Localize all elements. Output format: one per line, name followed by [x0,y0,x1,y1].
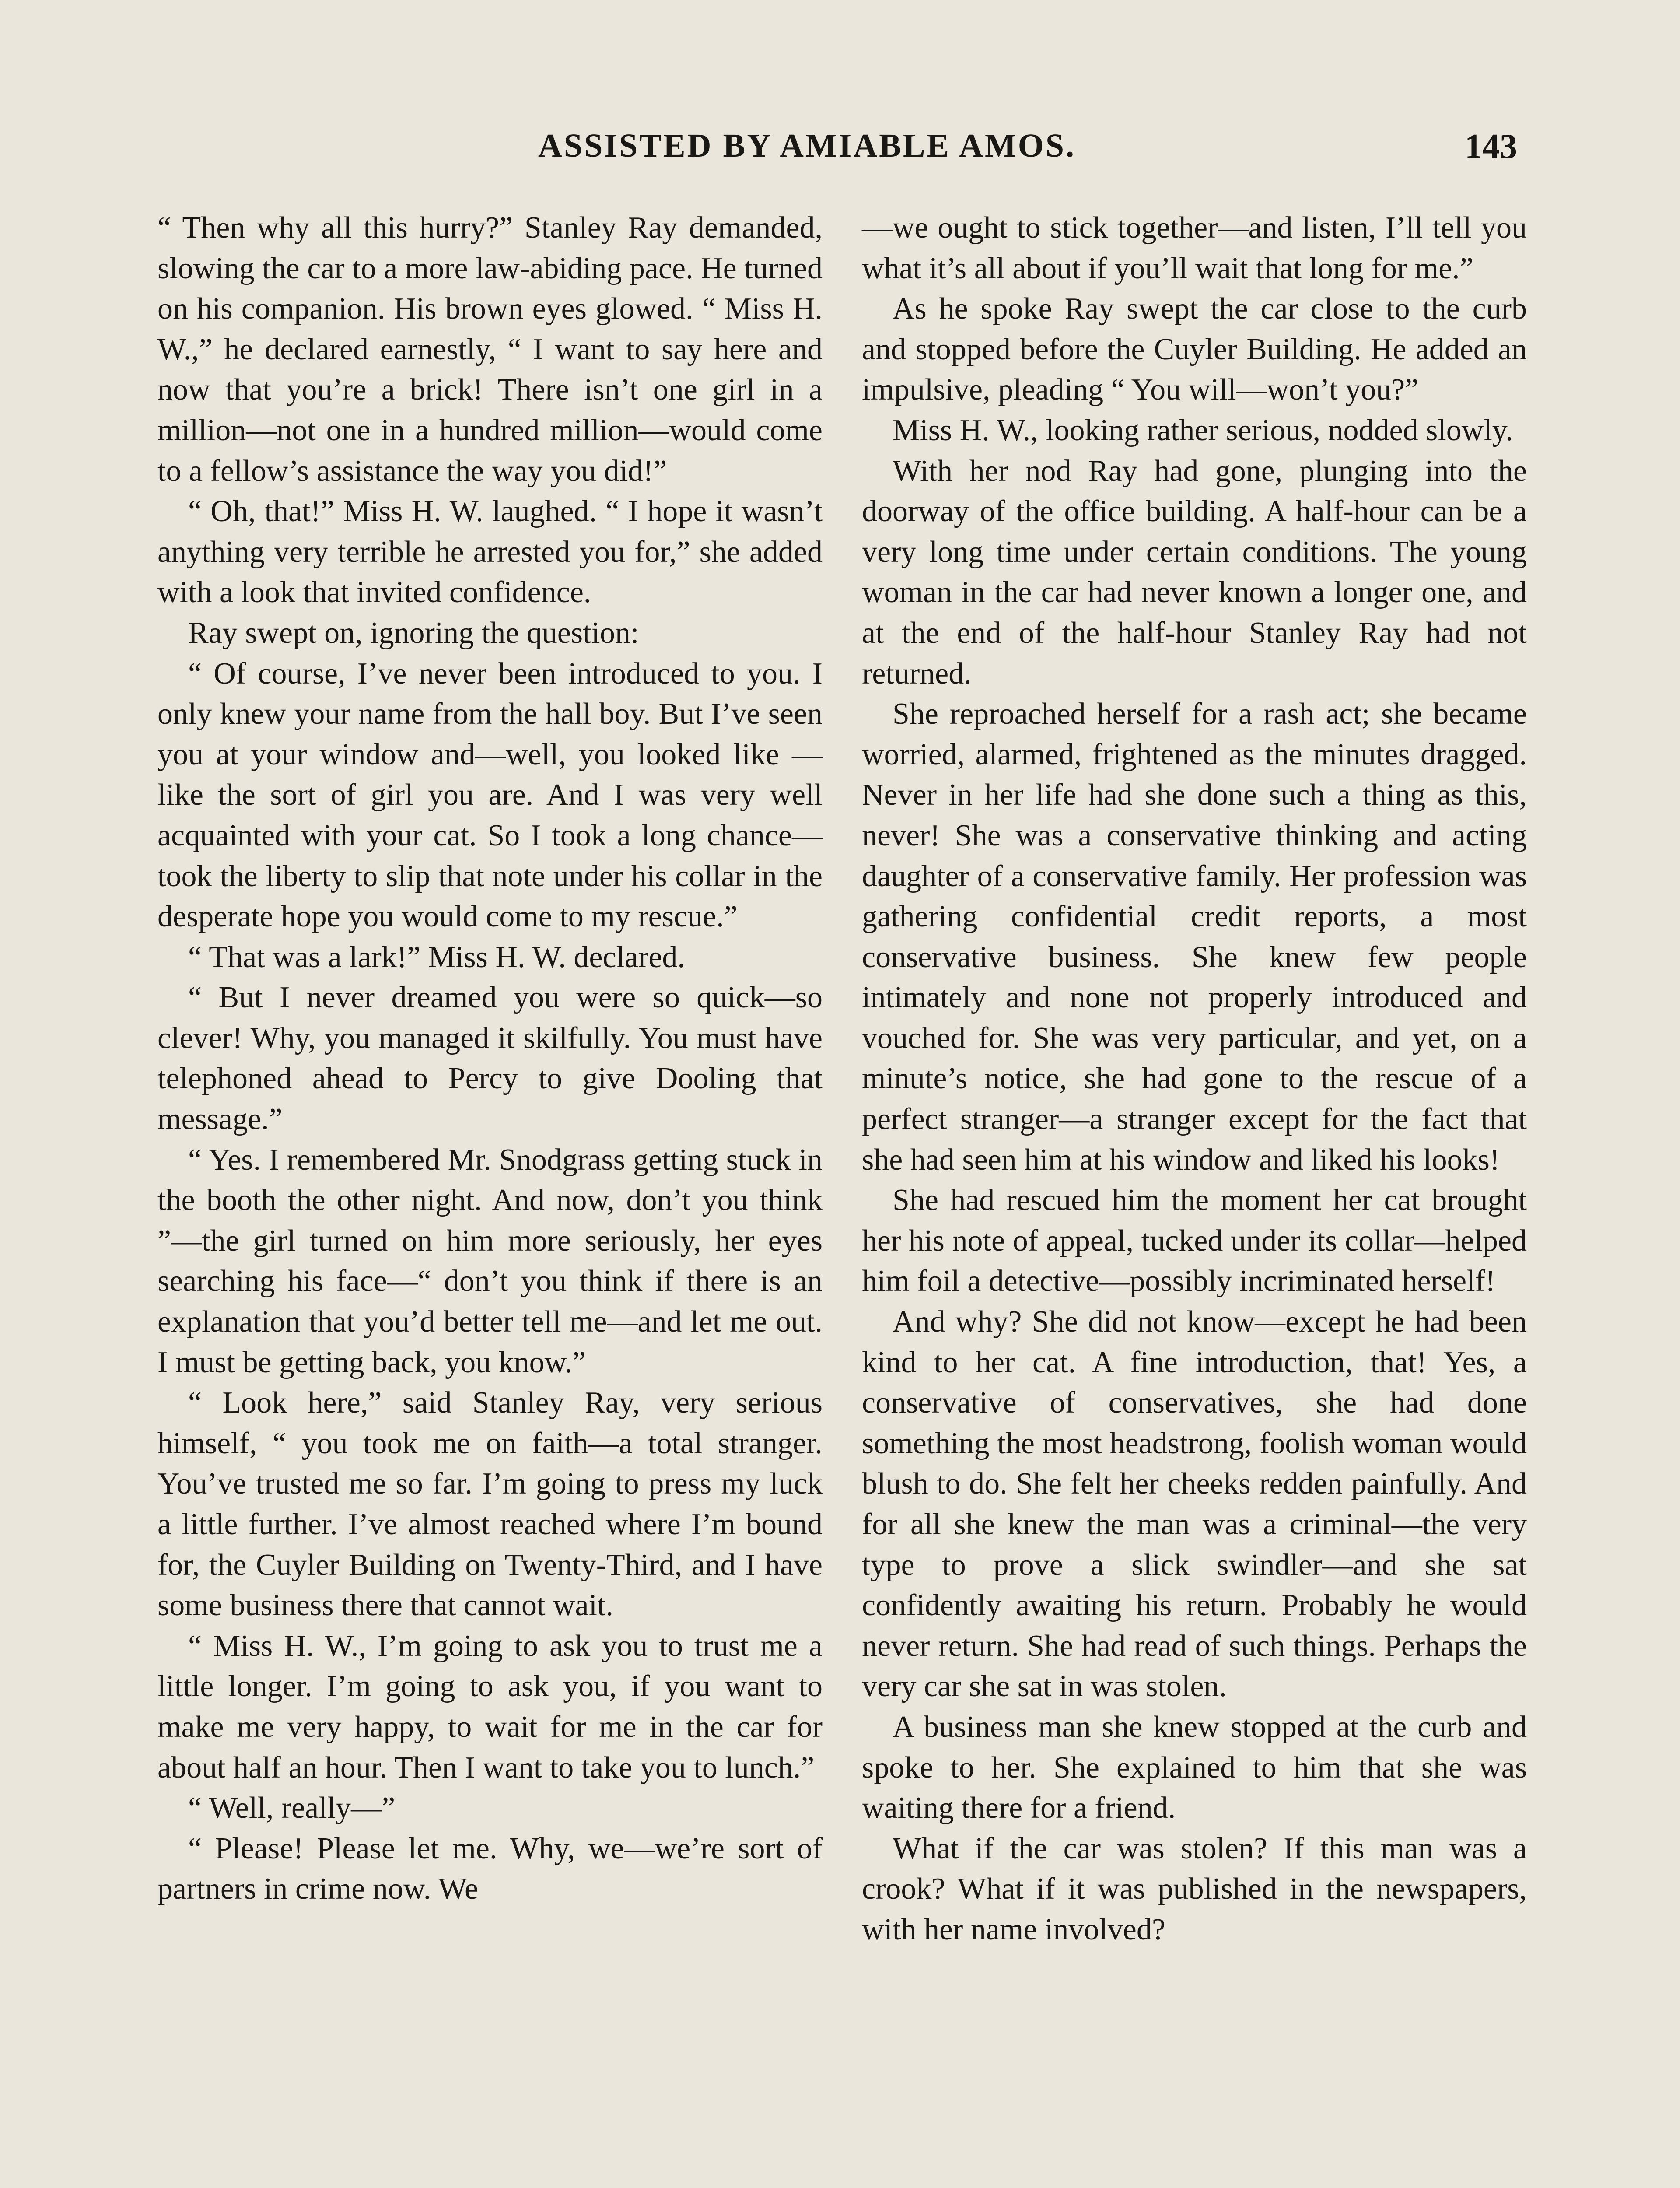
running-title: ASSISTED BY AMIABLE AMOS. [538,127,1076,164]
paragraph: As he spoke Ray swept the car close to the curb and stopped before the Cuyler Building. He added an impulsive, pleading “ You will—won’t you?” [862,292,1527,407]
paragraph: “ But I never dreamed you were so quick—so clever! Why, you managed it skilfully. You must have telephoned ahead to Percy to give Dooling that message.” [158,981,822,1136]
paragraph: “ Well, really—” [188,1791,396,1825]
paragraph: With her nod Ray had gone, plunging into the doorway of the office building. A half-hour can be a very long time under certain conditions. The young woman in the car had never known a longer one, and at the end of the half-hour Stanley Ray had not returned. [862,454,1527,691]
paragraph: “ Then why all this hurry?” Stanley Ray demanded, slowing the car to a more law-abiding pace. He turned on his companion. His brown eyes glowed. “ Miss H. W.,” he declared earnestly, “ I want to say here and now that you’re a brick! There isn’t one girl in a million—not one in a hundred million—would come to a fellow’s assistance the way you did!” [158,211,823,488]
page-header [0,127,1680,179]
paragraph: What if the car was stolen? If this man was a crook? What if it was published in the newspapers, with her name involved? [862,1831,1527,1946]
paragraph: —we ought to stick together—and listen, I’ll tell you what it’s all about if you’ll wait that long for me.” [862,211,1527,285]
paragraph: “ That was a lark!” Miss H. W. declared. [188,940,685,974]
paragraph: “ Of course, I’ve never been introduced to you. I only knew your name from the hall boy. But I’ve seen you at your window and—well, you looked like —like the sort of girl you are. And I was very well acquainted with your cat. So I took a long chance—took the liberty to slip that note under his collar in the desperate hope you would come to my rescue.” [158,656,822,934]
paragraph: “ Oh, that!” Miss H. W. laughed. “ I hope it wasn’t anything very terrible he arrested you for,” she added with a look that invited confidence. [158,494,822,610]
paragraph: She had rescued him the moment her cat brought her his note of appeal, tucked under its collar—helped him foil a detective—possibly incriminated herself! [862,1183,1527,1298]
page-number: 143 [1465,127,1517,166]
paragraph: Ray swept on, ignoring the question: [188,616,639,650]
right-column [862,208,1527,1950]
paragraph: A business man she knew stopped at the curb and spoke to her. She explained to him that she was waiting there for a friend. [862,1710,1527,1825]
paragraph: And why? She did not know—except he had been kind to her cat. A fine introduction, that! Yes, a conservative of conservatives, she had done something the most headstrong, foolish woman would blush to do. She felt her cheeks redden painfully. And for all she knew the man was a criminal—the very type to prove a slick swindler—and she sat confidently awaiting his return. Probably he would never return. She had read of such things. Perhaps the very car she sat in was stolen. [862,1305,1527,1704]
paragraph: “ Miss H. W., I’m going to ask you to trust me a little longer. I’m going to ask you, if you want to make me very happy, to wait for me in the car for about half an hour. Then I want to take you to lunch.” [158,1629,822,1785]
paragraph: Miss H. W., looking rather serious, nodded slowly. [892,413,1513,447]
paragraph: “ Look here,” said Stanley Ray, very serious himself, “ you took me on faith—a total stranger. You’ve trusted me so far. I’m going to press my luck a little further. I’ve almost reached where I’m bound for, the Cuyler Building on Twenty-Third, and I have some business there that cannot wait. [158,1386,822,1623]
paragraph: “ Yes. I remembered Mr. Snodgrass getting stuck in the booth the other night. And now, don’t you think ”—the girl turned on him more seriously, her eyes searching his face—“ don’t you think if there is an explanation that you’d better tell me—and let me out. I must be getting back, you know.” [158,1143,822,1379]
left-column [158,208,822,1910]
paragraph: She reproached herself for a rash act; she became worried, alarmed, frightened as the minutes dragged. Never in her life had she done such a thing as this, never! She was a conservative thinking and acting daughter of a conservative family. Her profession was gathering confidential credit reports, a most conservative business. She knew few people intimately and none not properly introduced and vouched for. She was very particular, and yet, on a minute’s notice, she had gone to the rescue of a perfect stranger—a stranger except for the fact that she had seen him at his window and liked his looks! [862,697,1527,1177]
paragraph: “ Please! Please let me. Why, we—we’re sort of partners in crime now. We [158,1831,822,1906]
